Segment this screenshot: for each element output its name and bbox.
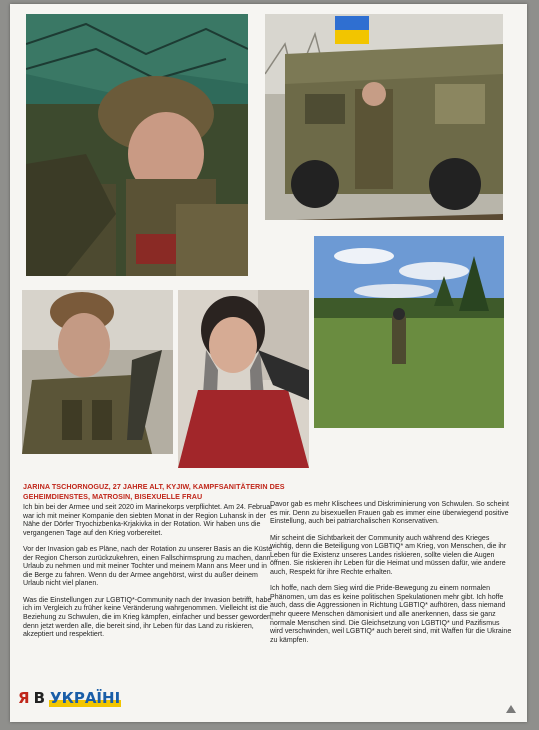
paragraph: Ich bin bei der Armee und seit 2020 im Marinekorps verpflichtet. Am 24. Februar war ich mit meiner Kompanie den siebten Monat in der Region Luhansk in der Nähe der Dörfer Tryochizbenka-Krjakivka in der Rotation. Wir haben uns die vergangenen Tage auf den Krieg vorbereitet. (23, 504, 273, 537)
small-brand-logo-icon (505, 704, 517, 714)
logo-v: В (33, 689, 45, 707)
photo-armored-vehicle (265, 14, 503, 220)
paragraph: Ich hoffe, nach dem Sieg wird die Pride-Bewegung zu einem normalen Phänomen, um das es keine politischen Spekulationen mehr gibt. Ich hoffe auch, dass die Aggressionen in Richtung LGBTIQ* aufhören, dass niemand mehr queere Menschen dämonisiert und alle anerkennen, dass sie ganz normale Menschen sind. Die Gleichsetzung von LGBTIQ* und Pazifismus wird verschwinden, weil LGBTIQ* auch bereit sind, mit Waffen für die Ukraine zu kämpfen. (270, 585, 512, 644)
text-column-right (270, 501, 513, 653)
paragraph: Mir scheint die Sichtbarkeit der Community auch während des Krieges wichtig, denn die Beteiligung von LGBTIQ* am Krieg, von Menschen, die ihr Leben für die Existenz unseres Landes riskieren, sollte vielen die Augen öffnen. Sie riskieren ihr Leben für die Heimat und müssen dafür, wie andere auch, Respekt für ihre Rechte erhalten. (270, 534, 507, 576)
logo-ukraini: УКРАЇНІ (50, 689, 121, 707)
ukraine-flag-icon (335, 16, 369, 44)
ya-v-ukraini-logo (18, 687, 121, 709)
text-column-left (23, 504, 276, 648)
photo-portrait-helmet (26, 14, 248, 276)
photo-selfie-braids (178, 290, 309, 468)
portrait-heading: JARINA TSCHORNOGUZ, 27 JAHRE ALT, KYJIW, KAMPFSANITÄTERIN DES GEHEIMDIENSTES, MATROSIN, BISEXUELLE FRAU (23, 482, 285, 501)
paragraph: Davor gab es mehr Klischees und Diskriminierung von Schwulen. So scheint es mir. Denn zu bisexuellen Frauen gab es immer eine überwiegend positive Einstellung, auch bei patriarchalischen Konservativen. (270, 501, 509, 526)
logo-ya: Я (18, 689, 30, 707)
paragraph: Was die Einstellungen zur LGBTIQ*-Community nach der Invasion betrifft, habe ich im Vergleich zu früher keine Veränderung wahrgenommen. Vielleicht ist die Beziehung zu Schwulen, die im Krieg kämpfen, einfacher und besser geworden, denn jetzt werden alle, die bereit sind, ihr Leben für das Land zu riskieren, akzeptiert und respektiert. (23, 596, 273, 639)
exhibition-poster (10, 4, 527, 722)
photo-portrait-knit-hat (22, 290, 173, 454)
paragraph: Vor der Invasion gab es Pläne, nach der Rotation zu unserer Basis an die Küste der Region Cherson zurückzukehren, einen Fallschirmsprung zu machen, dann Urlaub zu nehmen und mit meiner Tochter und meinem Mann ans Meer und in die Berge zu fahren. Wenn du der Armee angehörst, wirst du außer deinem Urlaub nicht viel planen. (23, 546, 273, 588)
photo-field-landscape (314, 236, 504, 428)
